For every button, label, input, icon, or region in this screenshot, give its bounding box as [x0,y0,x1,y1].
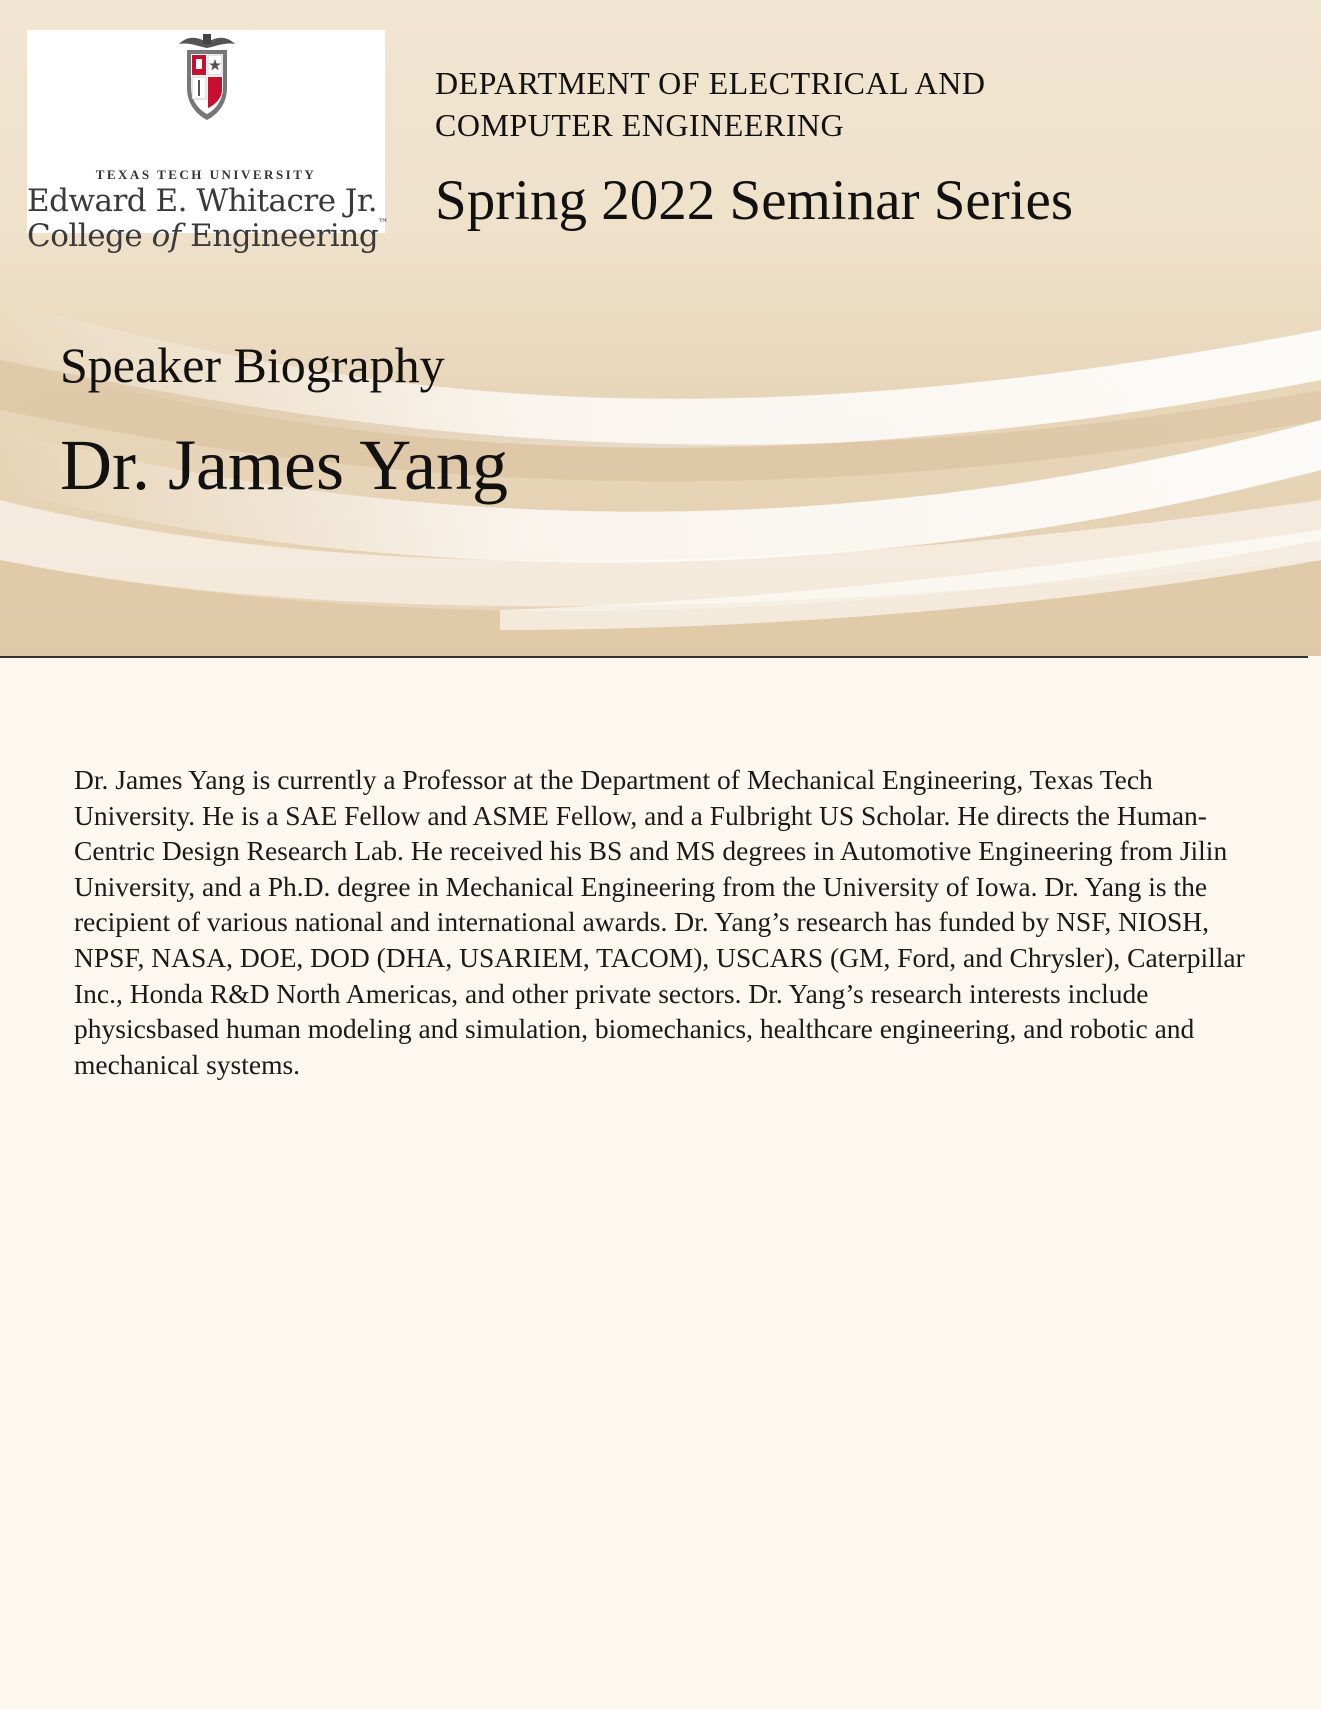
banner-divider [0,656,1308,658]
college-name-line2 [27,218,388,254]
trademark-mark: ™ [378,218,388,229]
university-name: TEXAS TECH UNIVERSITY [95,167,317,182]
of-word: of [151,218,181,254]
speaker-name: Dr. James Yang [60,425,509,505]
series-title: Spring 2022 Seminar Series [435,169,1074,232]
university-crest-icon [175,30,239,126]
college-name-line1: Edward E. Whitacre Jr. [27,183,378,219]
biography-text: Dr. James Yang is currently a Professor at the Department of Mechanical Engineering, Texas Tech University. He is a SAE Fellow and ASME Fellow, and a Fulbright US Scholar. He directs the Human- Centric Design Research Lab. He received his BS and MS degrees in Automotive Engineering from Jilin University, and a Ph.D. degree in Mechanical Engineering from the University of Iowa. Dr. Yang is the recipient of various national and international awards. Dr. Yang’s research has funded by NSF, NIOSH, NPSF, NASA, DOE, DOD (DHA, USARIEM, TACOM), USCARS (GM, Ford, and Chrysler), Caterpillar Inc., Honda R&D North Americas, and other private sectors. Dr. Yang’s research interests include physicsbased human modeling and simulation, biomechanics, healthcare engineering, and robotic and mechanical systems. [74,764,1245,1080]
department-line2: COMPUTER ENGINEERING [435,107,845,143]
department-heading [435,62,985,146]
section-label: Speaker Biography [60,337,445,393]
college-word: College [27,218,152,254]
college-logo [27,30,388,254]
engineering-word: Engineering [180,218,379,254]
department-line1: DEPARTMENT OF ELECTRICAL AND [435,65,986,101]
